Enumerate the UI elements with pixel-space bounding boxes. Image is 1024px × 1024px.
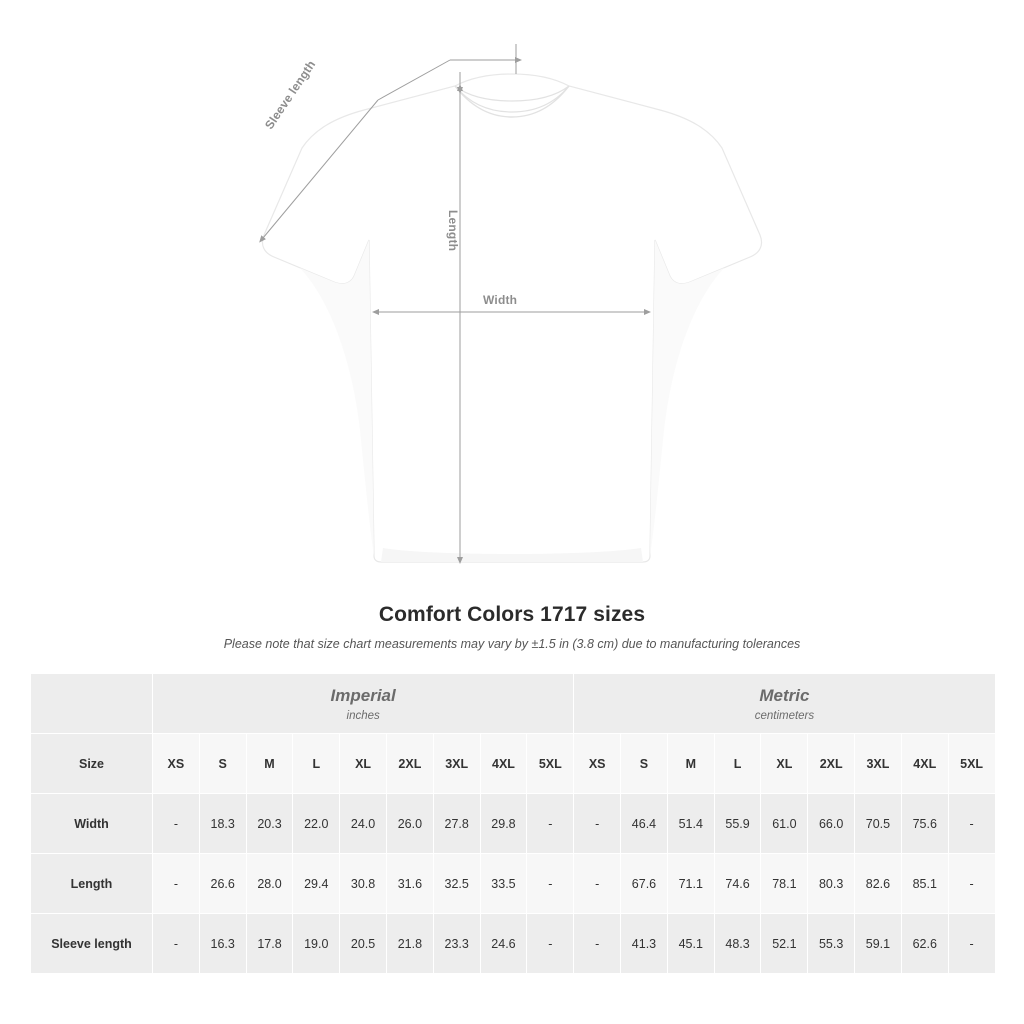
unit-group-imperial-name: Imperial (330, 685, 396, 705)
header-size-metric-xs: XS (574, 734, 621, 794)
cell-length-metric-2xl: 80.3 (808, 854, 855, 914)
header-size-imperial-m: M (246, 734, 293, 794)
cell-width-metric-xl: 61.0 (761, 794, 808, 854)
header-size-metric-3xl: 3XL (855, 734, 902, 794)
length-label: Length (446, 210, 460, 252)
cell-width-imperial-xl: 24.0 (340, 794, 387, 854)
cell-width-metric-2xl: 66.0 (808, 794, 855, 854)
cell-sleeve-metric-3xl: 59.1 (855, 914, 902, 974)
sleeve-length-label: Sleeve length (262, 57, 319, 132)
cell-sleeve-imperial-4xl: 24.6 (480, 914, 527, 974)
header-size-imperial-xs: XS (153, 734, 200, 794)
cell-length-imperial-2xl: 31.6 (386, 854, 433, 914)
cell-length-metric-l: 74.6 (714, 854, 761, 914)
cell-sleeve-imperial-m: 17.8 (246, 914, 293, 974)
width-label: Width (483, 293, 518, 307)
table-row (31, 914, 996, 974)
cell-length-imperial-m: 28.0 (246, 854, 293, 914)
cell-length-metric-m: 71.1 (667, 854, 714, 914)
cell-width-metric-4xl: 75.6 (901, 794, 948, 854)
header-size-metric-xl: XL (761, 734, 808, 794)
cell-width-imperial-5xl: - (527, 794, 574, 854)
row-label-sleeve-length: Sleeve length (31, 914, 153, 974)
row-label-width: Width (31, 794, 153, 854)
cell-sleeve-imperial-l: 19.0 (293, 914, 340, 974)
cell-sleeve-metric-xs: - (574, 914, 621, 974)
table-row (31, 854, 996, 914)
cell-width-metric-m: 51.4 (667, 794, 714, 854)
header-size-imperial-3xl: 3XL (433, 734, 480, 794)
unit-group-imperial-sub: inches (346, 710, 380, 723)
cell-width-imperial-m: 20.3 (246, 794, 293, 854)
header-size-imperial-4xl: 4XL (480, 734, 527, 794)
cell-length-metric-5xl: - (948, 854, 995, 914)
cell-sleeve-metric-m: 45.1 (667, 914, 714, 974)
cell-sleeve-metric-s: 41.3 (621, 914, 668, 974)
cell-length-imperial-s: 26.6 (199, 854, 246, 914)
unit-group-imperial (153, 674, 574, 734)
cell-sleeve-imperial-5xl: - (527, 914, 574, 974)
row-label-length: Length (31, 854, 153, 914)
cell-sleeve-metric-4xl: 62.6 (901, 914, 948, 974)
size-header-row (31, 734, 996, 794)
size-table (30, 673, 996, 974)
header-size-imperial-2xl: 2XL (386, 734, 433, 794)
cell-width-imperial-2xl: 26.0 (386, 794, 433, 854)
cell-width-imperial-3xl: 27.8 (433, 794, 480, 854)
header-size-metric-m: M (667, 734, 714, 794)
cell-sleeve-imperial-s: 16.3 (199, 914, 246, 974)
cell-width-imperial-4xl: 29.8 (480, 794, 527, 854)
header-size-metric-4xl: 4XL (901, 734, 948, 794)
size-header-label: Size (31, 734, 153, 794)
cell-width-metric-3xl: 70.5 (855, 794, 902, 854)
unit-group-metric-name: Metric (759, 685, 810, 705)
cell-length-imperial-3xl: 32.5 (433, 854, 480, 914)
cell-width-imperial-s: 18.3 (199, 794, 246, 854)
header-size-imperial-xl: XL (340, 734, 387, 794)
cell-width-metric-xs: - (574, 794, 621, 854)
cell-sleeve-imperial-xl: 20.5 (340, 914, 387, 974)
table-row (31, 794, 996, 854)
cell-length-imperial-xl: 30.8 (340, 854, 387, 914)
cell-width-metric-s: 46.4 (621, 794, 668, 854)
cell-sleeve-imperial-2xl: 21.8 (386, 914, 433, 974)
header-size-imperial-l: L (293, 734, 340, 794)
cell-length-imperial-5xl: - (527, 854, 574, 914)
tshirt-shape (262, 74, 761, 562)
header-size-imperial-5xl: 5XL (527, 734, 574, 794)
cell-sleeve-metric-5xl: - (948, 914, 995, 974)
cell-length-metric-xs: - (574, 854, 621, 914)
header-size-metric-2xl: 2XL (808, 734, 855, 794)
tolerance-note: Please note that size chart measurements may vary by ±1.5 in (3.8 cm) due to manufacturing tolerances (223, 637, 801, 651)
cell-length-metric-s: 67.6 (621, 854, 668, 914)
title-block (0, 603, 1024, 651)
cell-sleeve-metric-xl: 52.1 (761, 914, 808, 974)
header-size-metric-5xl: 5XL (948, 734, 995, 794)
cell-length-metric-xl: 78.1 (761, 854, 808, 914)
cell-width-metric-5xl: - (948, 794, 995, 854)
cell-width-metric-l: 55.9 (714, 794, 761, 854)
cell-width-imperial-l: 22.0 (293, 794, 340, 854)
cell-length-metric-3xl: 82.6 (855, 854, 902, 914)
header-size-imperial-s: S (199, 734, 246, 794)
unit-spacer-cell (31, 674, 153, 734)
header-size-metric-l: L (714, 734, 761, 794)
unit-system-row (31, 674, 996, 734)
cell-sleeve-imperial-xs: - (153, 914, 200, 974)
cell-length-imperial-xs: - (153, 854, 200, 914)
header-size-metric-s: S (621, 734, 668, 794)
page-title: Comfort Colors 1717 sizes (378, 603, 646, 626)
size-table-wrapper (30, 673, 994, 974)
cell-length-imperial-4xl: 33.5 (480, 854, 527, 914)
cell-length-metric-4xl: 85.1 (901, 854, 948, 914)
cell-length-imperial-l: 29.4 (293, 854, 340, 914)
unit-group-metric (574, 674, 995, 734)
cell-sleeve-imperial-3xl: 23.3 (433, 914, 480, 974)
cell-width-imperial-xs: - (153, 794, 200, 854)
cell-sleeve-metric-l: 48.3 (714, 914, 761, 974)
cell-sleeve-metric-2xl: 55.3 (808, 914, 855, 974)
unit-group-metric-sub: centimeters (754, 710, 815, 723)
